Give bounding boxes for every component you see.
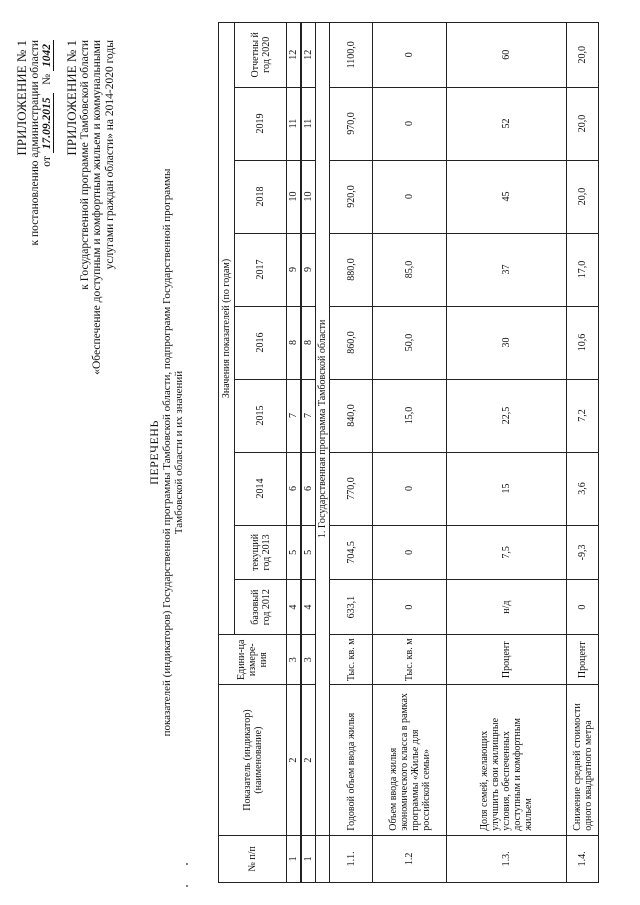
col-report-header: Отчетны й год 2020: [235, 23, 287, 88]
col-2017-header: 2017: [235, 233, 287, 306]
row-unit: Тыс. кв. м: [330, 635, 373, 685]
column-number-row: [302, 23, 316, 883]
program-appendix-title: ПРИЛОЖЕНИЕ № 1: [64, 40, 79, 156]
col-number: 3: [302, 635, 316, 685]
col-2015-header: 2015: [235, 379, 287, 452]
table-row: [330, 23, 373, 883]
scan-speck: [186, 863, 188, 865]
row-value: 20,0: [567, 160, 599, 233]
row-value: 22,5: [447, 379, 567, 452]
row-value: 0: [373, 452, 447, 525]
col-number: 5: [287, 525, 301, 580]
date-number-line: от 17.09.2015 № 1042: [41, 40, 54, 245]
row-value: 45: [447, 160, 567, 233]
col-number: 4: [302, 580, 316, 635]
row-value: 20,0: [567, 87, 599, 160]
row-value: 60: [447, 23, 567, 88]
row-value: 840,0: [330, 379, 373, 452]
table-row: [447, 23, 567, 883]
row-value: 37: [447, 233, 567, 306]
values-group-header: Значения показателей (по годам): [219, 23, 235, 635]
col-number: 2: [302, 685, 316, 835]
row-value: 704,5: [330, 525, 373, 580]
col-number: 9: [287, 233, 301, 306]
column-number-row: [287, 23, 301, 883]
title-line-1: показателей (индикаторов) Государственной программы Тамбовской области, подпрограмм Государственной программы: [160, 168, 173, 737]
row-value: 0: [373, 525, 447, 580]
col-number: 11: [302, 87, 316, 160]
table-row: [567, 23, 599, 883]
col-number: 1: [287, 835, 301, 882]
row-value: 0: [373, 87, 447, 160]
col-number: 7: [287, 379, 301, 452]
col-number: 6: [302, 452, 316, 525]
col-2018-header: 2018: [235, 160, 287, 233]
col-base-header: базовый год 2012: [235, 580, 287, 635]
row-value: 0: [567, 580, 599, 635]
indicator-table-header: [218, 22, 301, 883]
col-number: 10: [302, 160, 316, 233]
title-line-2: Тамбовской области и их значений: [173, 370, 185, 535]
handwritten-number: 1042: [41, 40, 54, 71]
row-unit: Процент: [447, 635, 567, 685]
col-number: 12: [287, 23, 301, 88]
resolution-header: [16, 40, 54, 245]
section-row: [316, 23, 330, 883]
row-num: 1.4.: [567, 835, 599, 882]
col-2016-header: 2016: [235, 306, 287, 379]
appendix-title: ПРИЛОЖЕНИЕ № 1: [14, 40, 29, 156]
row-value: 0: [373, 160, 447, 233]
col-number: 11: [287, 87, 301, 160]
row-value: 85,0: [373, 233, 447, 306]
handwritten-date: 17.09.2015: [41, 93, 54, 153]
row-value: 52: [447, 87, 567, 160]
col-number: 4: [287, 580, 301, 635]
col-number: 8: [302, 306, 316, 379]
row-value: 633,1: [330, 580, 373, 635]
col-number: 3: [287, 635, 301, 685]
row-value: 770,0: [330, 452, 373, 525]
row-value: 17,0: [567, 233, 599, 306]
row-value: 30: [447, 306, 567, 379]
program-header: [66, 40, 116, 375]
col-number: 7: [302, 379, 316, 452]
row-value: 1100,0: [330, 23, 373, 88]
col-number: 2: [287, 685, 301, 835]
col-num-header: № п/п: [219, 835, 287, 882]
row-value: 15,0: [373, 379, 447, 452]
row-unit: Процент: [567, 635, 599, 685]
program-line-3: услугами граждан области» на 2014-2020 годы: [103, 40, 116, 270]
resolution-reference: к постановлению администрации области: [28, 40, 41, 246]
row-value: 920,0: [330, 160, 373, 233]
row-value: н/д: [447, 580, 567, 635]
col-2014-header: 2014: [235, 452, 287, 525]
row-unit: Тыс. кв. м: [373, 635, 447, 685]
col-number: 1: [302, 835, 316, 882]
row-value: 880,0: [330, 233, 373, 306]
row-num: 1.1.: [330, 835, 373, 882]
col-number: 6: [287, 452, 301, 525]
col-2019-header: 2019: [235, 87, 287, 160]
col-number: 8: [287, 306, 301, 379]
row-value: -9,3: [567, 525, 599, 580]
row-value: 0: [373, 23, 447, 88]
row-num: 1.2: [373, 835, 447, 882]
program-line-2: «Обеспечение доступным и комфортным жильем и коммунальными: [91, 40, 103, 375]
col-number: 10: [287, 160, 301, 233]
table-row: [373, 23, 447, 883]
row-indicator: Снижение средней стоимости одного квадратного метра: [567, 685, 599, 835]
row-value: 3,6: [567, 452, 599, 525]
row-value: 970,0: [330, 87, 373, 160]
scan-speck: [186, 885, 188, 887]
title-heading: ПЕРЕЧЕНЬ: [147, 420, 161, 485]
row-value: 0: [373, 580, 447, 635]
row-value: 860,0: [330, 306, 373, 379]
row-indicator: Годовой объем ввода жилья: [330, 685, 373, 835]
row-value: 10,6: [567, 306, 599, 379]
row-indicator: Объем ввода жилья экономического класса в рамках программы «Жилье для российской семьи»: [373, 685, 447, 835]
col-number: 9: [302, 233, 316, 306]
col-number: 12: [302, 23, 316, 88]
row-indicator: Доля семей, желающих улучшить свои жилищные условия, обеспеченных доступным и комфортным жильем: [447, 685, 567, 835]
program-line-1: к Государственной программе Тамбовской области: [78, 40, 91, 290]
indicator-table-body: [301, 22, 599, 883]
row-num: 1.3.: [447, 835, 567, 882]
col-current-header: текущий год 2013: [235, 525, 287, 580]
document-title: [148, 60, 186, 845]
row-value: 50,0: [373, 306, 447, 379]
row-value: 15: [447, 452, 567, 525]
row-value: 20,0: [567, 23, 599, 88]
col-unit-header: Едини-ца измере-ния: [219, 635, 287, 685]
row-value: 7,5: [447, 525, 567, 580]
row-value: 7,2: [567, 379, 599, 452]
col-number: 5: [302, 525, 316, 580]
section-title: 1. Государственная программа Тамбовской области: [316, 23, 330, 836]
col-indicator-header: Показатель (индикатор) (наименование): [219, 685, 287, 835]
